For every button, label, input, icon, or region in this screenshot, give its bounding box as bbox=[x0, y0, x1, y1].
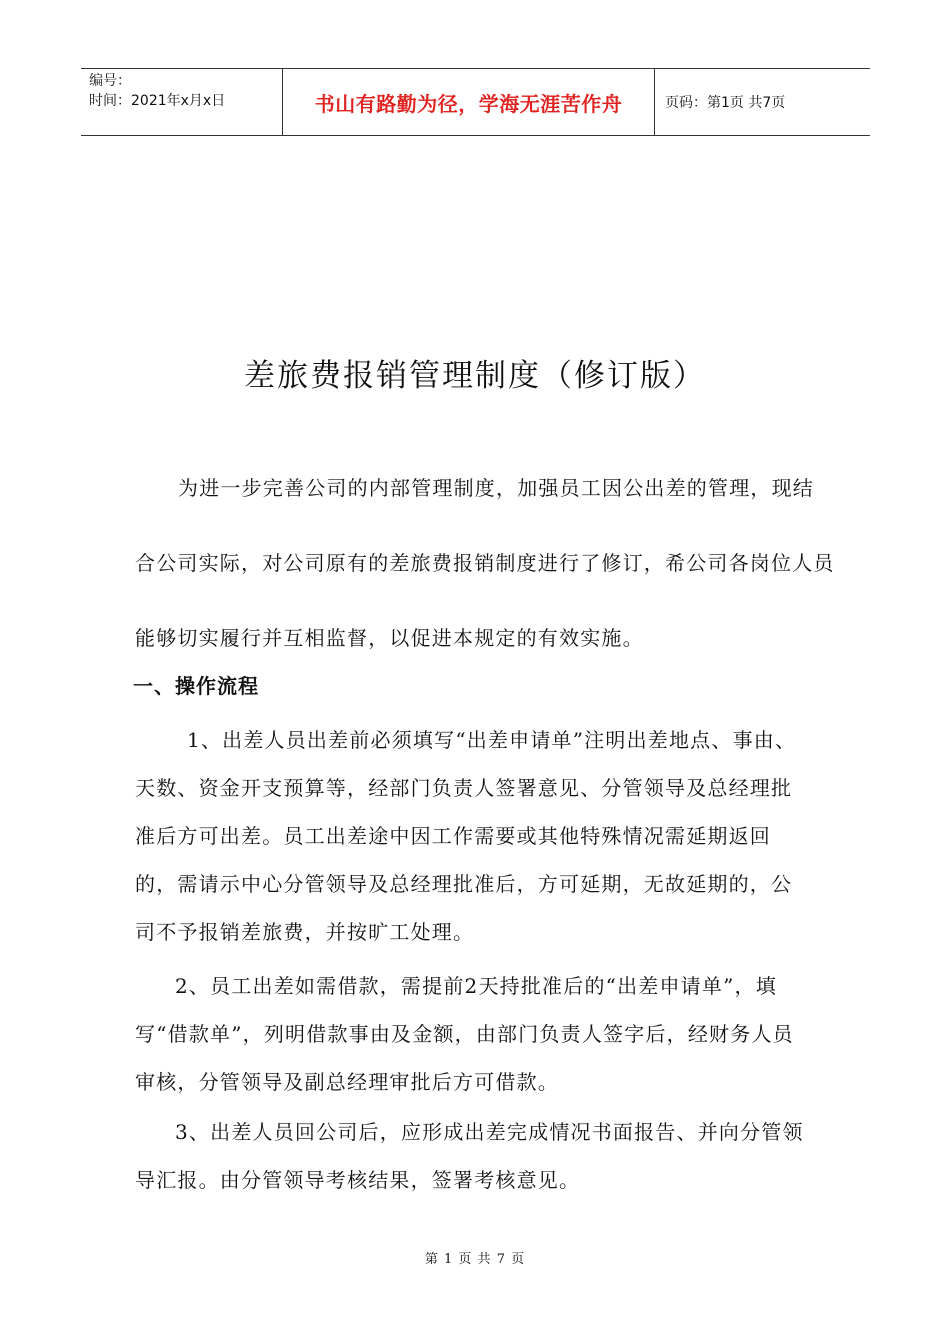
page-footer: 第 1 页 共 7 页 bbox=[424, 1252, 526, 1267]
header-motto: 书山有路勤为径，学海无涯苦作舟 bbox=[282, 69, 655, 135]
section-heading-operation-process: 一、操作流程 bbox=[133, 674, 259, 698]
process-item-2: 2、员工出差如需借款，需提前2天持批准后的“出差申请单”，填写“借款单”，列明借款事由及金额，由部门负责人签字后，经财务人员审核，分管领导及副总经理审批后方可借款。 bbox=[135, 974, 794, 1094]
intro-paragraph: 为进一步完善公司的内部管理制度，加强员工因公出差的管理，现结合公司实际，对公司原有的差旅费报销制度进行了修订，希公司各岗位人员能够切实履行并互相监督，以促进本规定的有效实施。 bbox=[135, 476, 835, 650]
header-number: 编号： bbox=[89, 73, 131, 89]
header-meta bbox=[81, 69, 282, 135]
process-item-3: 3、出差人员回公司后，应形成出差完成情况书面报告、并向分管领导汇报。由分管领导考核结果，签署考核意见。 bbox=[135, 1120, 804, 1192]
process-item-1: 1、出差人员出差前必须填写“出差申请单”注明出差地点、事由、天数、资金开支预算等，经部门负责人签署意见、分管领导及总经理批准后方可出差。员工出差途中因工作需要或其他特殊情况需延期返回的，需请示中心分管领导及总经理批准后，方可延期，无故延期的，公司不予报销差旅费，并按旷工处理。 bbox=[135, 728, 797, 944]
header-page-info: 页码：第1页 共7页 bbox=[665, 95, 786, 111]
header-time: 时间：2021年x月x日 bbox=[89, 93, 226, 109]
header-table bbox=[81, 68, 870, 136]
document-title: 差旅费报销管理制度（修订版） bbox=[244, 358, 706, 394]
